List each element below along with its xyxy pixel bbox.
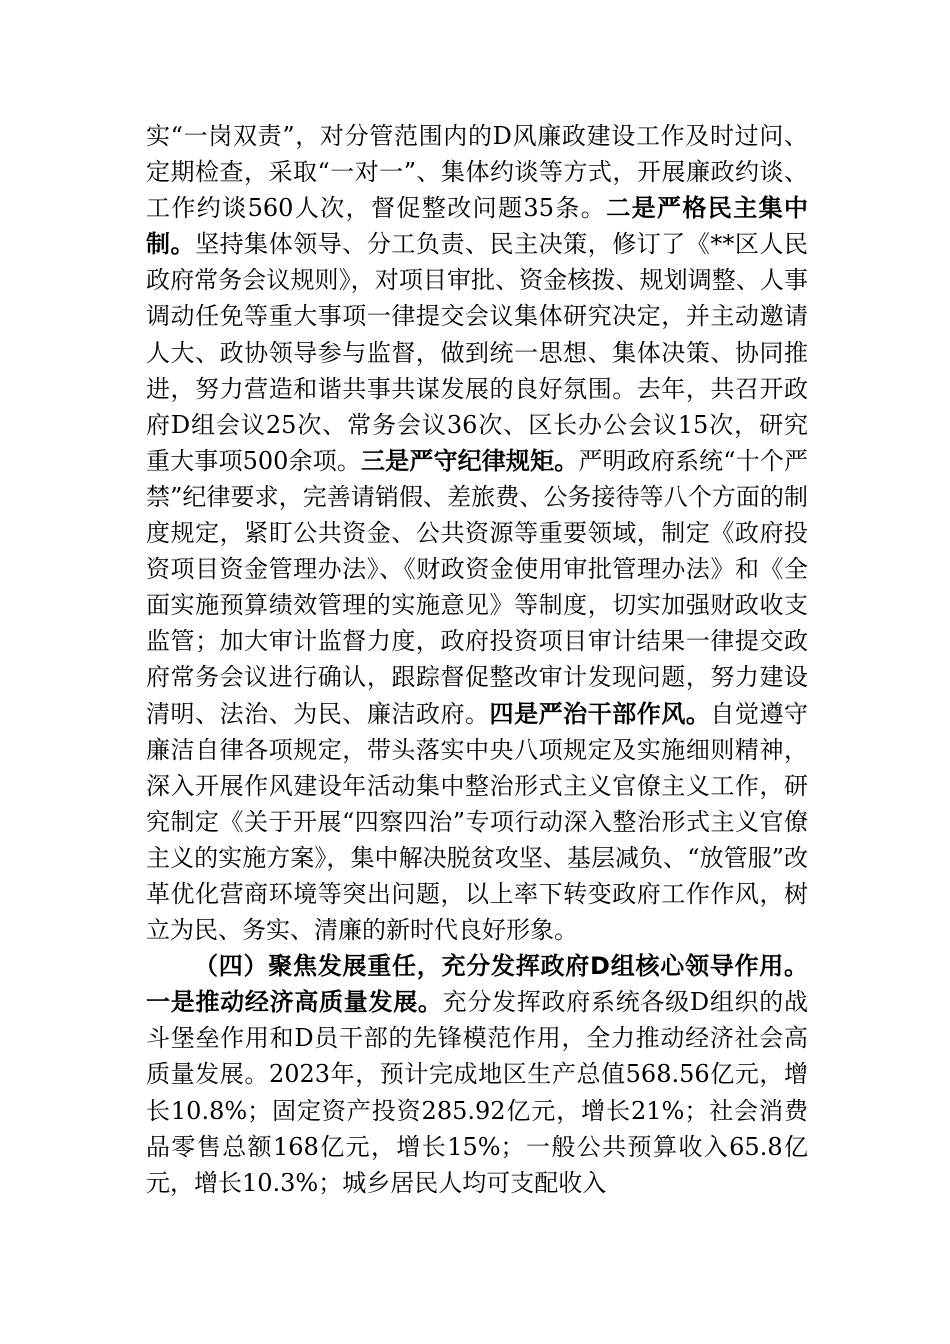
paragraph-discipline bbox=[146, 118, 808, 948]
bold-heading-discipline-rules: 三是严守纪律规矩。 bbox=[361, 446, 579, 475]
paragraph-text: 自觉遵守廉洁自律各项规定，带头落实中央八项规定及实施细则精神，深入开展作风建设年活动集中整治形式主义官僚主义工作，研究制定《关于开展“四察四治”专项行动深入整治形式主义官僚主义的实施方案》，集中解决脱贫攻坚、基层减负、“放管服”改革优化营商环境等突出问题，以上率下转变政府工作作风，树立为民、务实、清廉的新时代良好形象。 bbox=[146, 699, 809, 945]
section-heading: （四）聚焦发展重任，充分发挥政府D组核心领导作用。 bbox=[194, 952, 808, 981]
paragraph-text: 严明政府系统“十个严禁”纪律要求，完善请销假、差旅费、公务接待等八个方面的制度规定，紧盯公共资金、公共资源等重要领域，制定《政府投资项目资金管理办法》、《财政资金使用审批管理办法》和《全面实施预算绩效管理的实施意见》等制度，切实加强财政收支监管；加大审计监督力度，政府投资项目审计结果一律提交政府常务会议进行确认，跟踪督促整改审计发现问题，努力建设清明、法治、为民、廉洁政府。 bbox=[146, 446, 808, 728]
document-body bbox=[146, 118, 808, 1201]
paragraph-text: 实“一岗双责”，对分管范围内的D风廉政建设工作及时过问、定期检查，采取“一对一”、集体约谈等方式，开展廉政约谈、工作约谈560人次，督促整改问题35条。 bbox=[146, 122, 808, 223]
bold-heading-cadre-style: 四是严治干部作风。 bbox=[489, 699, 711, 728]
bold-heading-democratic-centralism: 二是严格民主集中制。 bbox=[146, 194, 808, 259]
paragraph-development bbox=[146, 948, 808, 1201]
bold-heading-economic-development: 一是推动经济高质量发展。 bbox=[146, 988, 443, 1017]
paragraph-text: 坚持集体领导、分工负责、民主决策，修订了《**区人民政府常务会议规则》，对项目审批、资金核拨、规划调整、人事调动任免等重大事项一律提交会议集体研究决定，并主动邀请人大、政协领导参与监督，做到统一思想、集体决策、协同推进，努力营造和谐共事共谋发展的良好氛围。去年，共召开政府D组会议25次、常务会议36次、区长办公会议15次，研究重大事项500余项。 bbox=[146, 230, 808, 475]
paragraph-text: 充分发挥政府系统各级D组织的战斗堡垒作用和D员干部的先锋模范作用，全力推动经济社会高质量发展。2023年，预计完成地区生产总值568.56亿元，增长10.8%；固定资产投资285.92亿元，增长21%；社会消费品零售总额168亿元，增长15%；一般公共预算收入65.8亿元，增长10.3%；城乡居民人均可支配收入 bbox=[146, 988, 808, 1197]
